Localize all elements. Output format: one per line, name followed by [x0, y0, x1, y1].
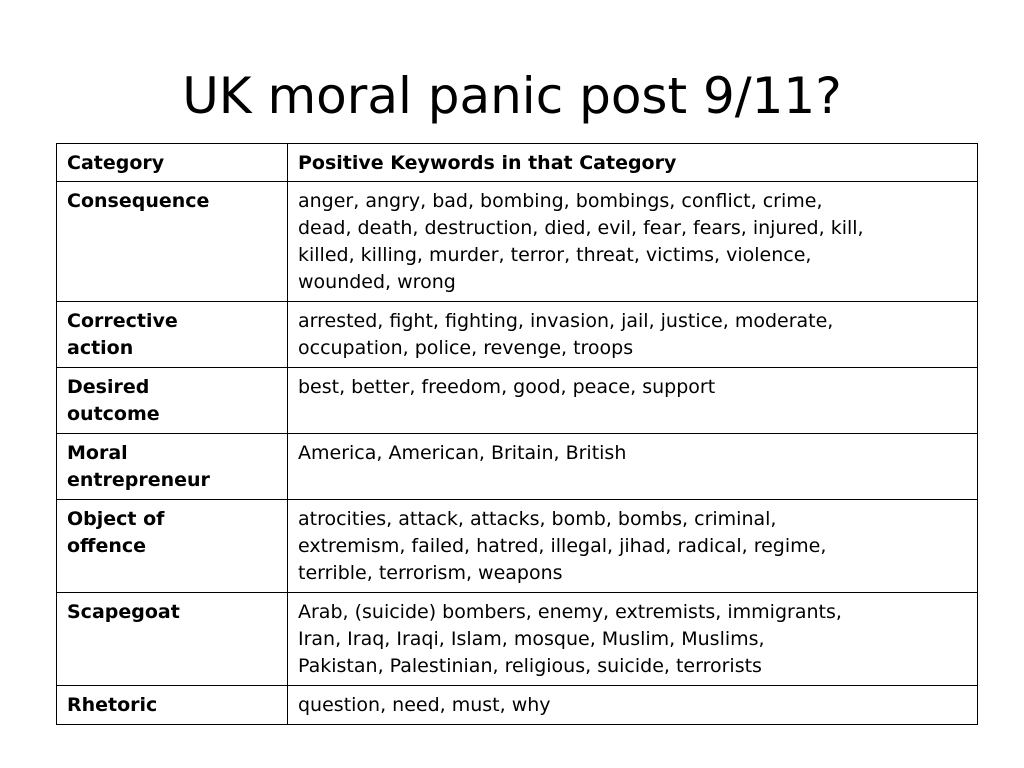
keywords-cell: America, American, Britain, British — [288, 434, 978, 500]
header-category: Category — [57, 144, 288, 182]
keywords-cell: best, better, freedom, good, peace, support — [288, 368, 978, 434]
keywords-cell: arrested, fight, fighting, invasion, jail, justice, moderate, occupation, police, revenge, troops — [288, 302, 978, 368]
category-cell: Corrective action — [57, 302, 288, 368]
keywords-cell: question, need, must, why — [288, 686, 978, 725]
table-row — [57, 368, 978, 434]
header-keywords: Positive Keywords in that Category — [288, 144, 978, 182]
category-cell: Desired outcome — [57, 368, 288, 434]
table-row — [57, 500, 978, 593]
table-row — [57, 434, 978, 500]
keywords-cell: atrocities, attack, attacks, bomb, bombs, criminal, extremism, failed, hatred, illegal, jihad, radical, regime, terrible, terrorism, weapons — [288, 500, 978, 593]
table-row — [57, 686, 978, 725]
category-cell: Moral entrepreneur — [57, 434, 288, 500]
keyword-table — [56, 143, 978, 725]
category-cell: Scapegoat — [57, 593, 288, 686]
keywords-cell: Arab, (suicide) bombers, enemy, extremists, immigrants, Iran, Iraq, Iraqi, Islam, mosque, Muslim, Muslims, Pakistan, Palestinian, religious, suicide, terrorists — [288, 593, 978, 686]
category-cell: Object of offence — [57, 500, 288, 593]
category-cell: Rhetoric — [57, 686, 288, 725]
table-row — [57, 182, 978, 302]
table-row — [57, 302, 978, 368]
category-cell: Consequence — [57, 182, 288, 302]
table-row — [57, 593, 978, 686]
table-header-row — [57, 144, 978, 182]
keywords-cell: anger, angry, bad, bombing, bombings, conflict, crime, dead, death, destruction, died, evil, fear, fears, injured, kill, killed, killing, murder, terror, threat, victims, violence, wounded, wrong — [288, 182, 978, 302]
slide-title: UK moral panic post 9/11? — [182, 67, 842, 125]
